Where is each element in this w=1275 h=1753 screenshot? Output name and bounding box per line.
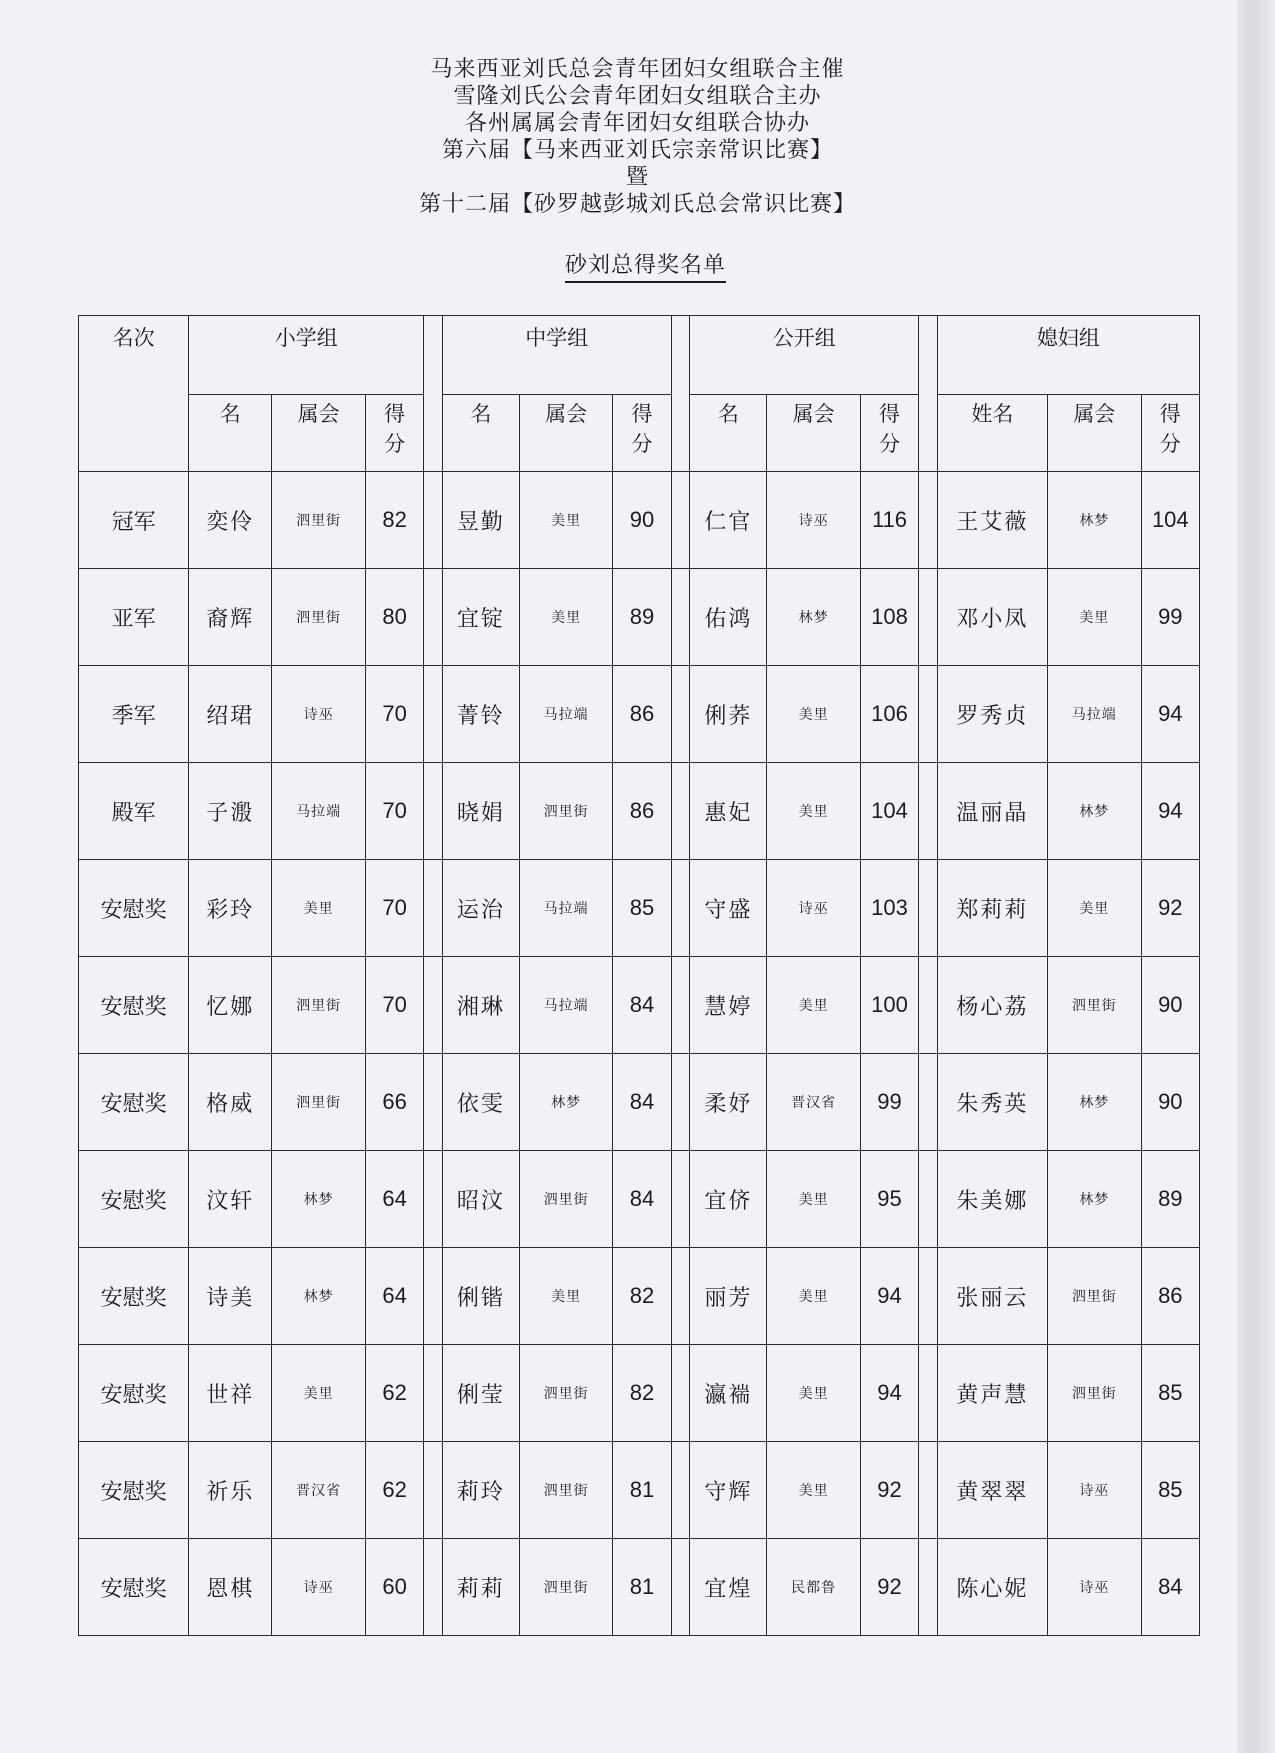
branch-cell: 泗里街 [272, 957, 366, 1054]
score-cell: 86 [613, 666, 671, 763]
winner-name-cell: 世祥 [189, 1345, 272, 1442]
column-gap [671, 860, 690, 957]
winner-name-cell: 王艾薇 [937, 472, 1047, 569]
winner-name-cell: 宜侪 [690, 1151, 767, 1248]
branch-cell: 美里 [272, 1345, 366, 1442]
table-row [79, 472, 1200, 569]
winner-name-cell: 黄翠翠 [937, 1442, 1047, 1539]
column-gap [424, 666, 443, 763]
rank-cell: 冠军 [79, 472, 189, 569]
score-cell: 81 [613, 1442, 671, 1539]
score-cell: 64 [365, 1248, 423, 1345]
group-header-daughter-in-law: 媳妇组 [937, 316, 1199, 395]
score-cell: 100 [860, 957, 918, 1054]
branch-cell: 美里 [519, 569, 613, 666]
header-line-host: 雪隆刘氏公会青年团妇女组联合主办 [453, 84, 822, 109]
winner-name-cell: 依雯 [442, 1054, 519, 1151]
branch-cell: 林梦 [272, 1248, 366, 1345]
score-cell: 84 [613, 1054, 671, 1151]
winner-name-cell: 格威 [189, 1054, 272, 1151]
rank-cell: 安慰奖 [79, 860, 189, 957]
winner-name-cell: 张丽云 [937, 1248, 1047, 1345]
rank-header: 名次 [79, 316, 189, 472]
winner-name-cell: 湘琳 [442, 957, 519, 1054]
score-cell: 62 [365, 1442, 423, 1539]
column-gap [919, 1345, 938, 1442]
branch-cell: 美里 [1048, 860, 1142, 957]
branch-cell: 泗里街 [1048, 1345, 1142, 1442]
column-gap [671, 472, 690, 569]
winner-name-cell: 佑鸿 [690, 569, 767, 666]
table-row [79, 1054, 1200, 1151]
winner-name-cell: 仁官 [690, 472, 767, 569]
branch-cell: 诗巫 [767, 472, 861, 569]
column-gap [424, 316, 443, 472]
branch-cell: 美里 [519, 472, 613, 569]
column-gap [919, 763, 938, 860]
document-header [0, 56, 1275, 218]
winner-name-cell: 邓小凤 [937, 569, 1047, 666]
branch-cell: 晋汉省 [767, 1054, 861, 1151]
score-cell: 95 [860, 1151, 918, 1248]
score-cell: 116 [860, 472, 918, 569]
branch-cell: 诗巫 [1048, 1442, 1142, 1539]
branch-column-header: 属会 [767, 395, 861, 472]
winner-name-cell: 柔妤 [690, 1054, 767, 1151]
score-cell: 90 [1141, 1054, 1199, 1151]
branch-cell: 诗巫 [272, 1539, 366, 1636]
winner-name-cell: 诗美 [189, 1248, 272, 1345]
score-cell: 104 [860, 763, 918, 860]
score-cell: 85 [1141, 1442, 1199, 1539]
table-row [79, 1442, 1200, 1539]
column-gap [671, 1054, 690, 1151]
winner-name-cell: 守辉 [690, 1442, 767, 1539]
winner-name-cell: 慧婷 [690, 957, 767, 1054]
group-header-primary: 小学组 [189, 316, 424, 395]
branch-cell: 泗里街 [519, 1151, 613, 1248]
score-column-header: 得 分 [613, 395, 671, 472]
table-row [79, 1151, 1200, 1248]
score-cell: 99 [860, 1054, 918, 1151]
name-column-header: 姓名 [937, 395, 1047, 472]
branch-cell: 林梦 [1048, 1151, 1142, 1248]
score-cell: 94 [860, 1345, 918, 1442]
winner-name-cell: 莉莉 [442, 1539, 519, 1636]
winner-name-cell: 俐荞 [690, 666, 767, 763]
group-header-row [79, 316, 1200, 395]
column-gap [424, 1442, 443, 1539]
table-row [79, 860, 1200, 957]
score-cell: 82 [365, 472, 423, 569]
branch-cell: 美里 [767, 1442, 861, 1539]
header-line-co-host: 各州属属会青年团妇女组联合协办 [464, 111, 810, 136]
winner-name-cell: 朱秀英 [937, 1054, 1047, 1151]
column-gap [424, 569, 443, 666]
rank-cell: 殿军 [79, 763, 189, 860]
score-cell: 66 [365, 1054, 423, 1151]
branch-cell: 晋汉省 [272, 1442, 366, 1539]
score-cell: 80 [365, 569, 423, 666]
score-cell: 86 [613, 763, 671, 860]
winner-name-cell: 汶轩 [189, 1151, 272, 1248]
column-gap [424, 1248, 443, 1345]
column-gap [424, 957, 443, 1054]
score-cell: 84 [613, 957, 671, 1054]
winner-name-cell: 莉玲 [442, 1442, 519, 1539]
branch-cell: 泗里街 [519, 763, 613, 860]
table-row [79, 1345, 1200, 1442]
winner-name-cell: 守盛 [690, 860, 767, 957]
score-cell: 90 [1141, 957, 1199, 1054]
column-gap [424, 1054, 443, 1151]
branch-cell: 林梦 [519, 1054, 613, 1151]
score-cell: 92 [860, 1539, 918, 1636]
winner-name-cell: 黄声慧 [937, 1345, 1047, 1442]
group-header-secondary: 中学组 [442, 316, 671, 395]
branch-column-header: 属会 [519, 395, 613, 472]
column-header-row [79, 395, 1200, 472]
column-gap [919, 1539, 938, 1636]
branch-cell: 美里 [767, 763, 861, 860]
score-cell: 106 [860, 666, 918, 763]
column-gap [671, 1151, 690, 1248]
branch-cell: 美里 [767, 957, 861, 1054]
column-gap [919, 957, 938, 1054]
winner-name-cell: 陈心妮 [937, 1539, 1047, 1636]
rank-cell: 安慰奖 [79, 1442, 189, 1539]
column-gap [919, 1442, 938, 1539]
column-gap [671, 569, 690, 666]
branch-cell: 泗里街 [272, 1054, 366, 1151]
winner-name-cell: 裔辉 [189, 569, 272, 666]
branch-cell: 马拉端 [519, 666, 613, 763]
score-cell: 89 [613, 569, 671, 666]
branch-cell: 诗巫 [272, 666, 366, 763]
branch-cell: 美里 [767, 666, 861, 763]
column-gap [424, 472, 443, 569]
table-row [79, 1248, 1200, 1345]
branch-cell: 美里 [767, 1248, 861, 1345]
winner-name-cell: 昭汶 [442, 1151, 519, 1248]
column-gap [919, 569, 938, 666]
score-cell: 84 [1141, 1539, 1199, 1636]
name-column-header: 名 [442, 395, 519, 472]
column-gap [919, 666, 938, 763]
winner-name-cell: 杨心荔 [937, 957, 1047, 1054]
branch-column-header: 属会 [1048, 395, 1142, 472]
winner-name-cell: 子溵 [189, 763, 272, 860]
column-gap [671, 1539, 690, 1636]
column-gap [671, 1345, 690, 1442]
branch-cell: 马拉端 [519, 957, 613, 1054]
winner-name-cell: 罗秀贞 [937, 666, 1047, 763]
winners-list-title: 砂刘总得奖名单 [565, 248, 726, 283]
branch-cell: 林梦 [272, 1151, 366, 1248]
branch-cell: 美里 [1048, 569, 1142, 666]
score-cell: 104 [1141, 472, 1199, 569]
branch-cell: 泗里街 [272, 569, 366, 666]
winner-name-cell: 运治 [442, 860, 519, 957]
column-gap [424, 763, 443, 860]
branch-cell: 林梦 [767, 569, 861, 666]
branch-cell: 林梦 [1048, 472, 1142, 569]
column-gap [671, 1442, 690, 1539]
rank-cell: 安慰奖 [79, 1151, 189, 1248]
rank-cell: 亚军 [79, 569, 189, 666]
winners-table [78, 315, 1200, 1636]
column-gap [671, 1248, 690, 1345]
rank-cell: 安慰奖 [79, 957, 189, 1054]
table-row [79, 569, 1200, 666]
winner-name-cell: 朱美娜 [937, 1151, 1047, 1248]
score-cell: 82 [613, 1248, 671, 1345]
rank-cell: 安慰奖 [79, 1539, 189, 1636]
group-header-open: 公开组 [690, 316, 919, 395]
header-line-competition-12th: 第十二届【砂罗越彭城刘氏总会常识比赛】 [418, 192, 856, 217]
branch-cell: 泗里街 [519, 1539, 613, 1636]
score-cell: 85 [1141, 1345, 1199, 1442]
winners-table-body [79, 472, 1200, 1636]
score-cell: 94 [1141, 763, 1199, 860]
branch-cell: 林梦 [1048, 1054, 1142, 1151]
rank-cell: 安慰奖 [79, 1248, 189, 1345]
winner-name-cell: 宜锭 [442, 569, 519, 666]
column-gap [919, 316, 938, 472]
branch-cell: 美里 [767, 1345, 861, 1442]
score-cell: 81 [613, 1539, 671, 1636]
column-gap [671, 957, 690, 1054]
column-gap [919, 472, 938, 569]
column-gap [919, 1248, 938, 1345]
header-line-organizer: 马来西亚刘氏总会青年团妇女组联合主催 [430, 57, 845, 82]
winner-name-cell: 温丽晶 [937, 763, 1047, 860]
table-row [79, 957, 1200, 1054]
winner-name-cell: 宜煌 [690, 1539, 767, 1636]
branch-column-header: 属会 [272, 395, 366, 472]
document-subtitle [0, 248, 1275, 283]
branch-cell: 民都鲁 [767, 1539, 861, 1636]
header-line-competition-6th: 第六届【马来西亚刘氏宗亲常识比赛】 [441, 138, 833, 163]
score-cell: 92 [1141, 860, 1199, 957]
branch-cell: 泗里街 [1048, 1248, 1142, 1345]
branch-cell: 林梦 [1048, 763, 1142, 860]
winner-name-cell: 丽芳 [690, 1248, 767, 1345]
column-gap [424, 1539, 443, 1636]
score-cell: 89 [1141, 1151, 1199, 1248]
branch-cell: 美里 [272, 860, 366, 957]
winner-name-cell: 菁铃 [442, 666, 519, 763]
rank-cell: 安慰奖 [79, 1054, 189, 1151]
branch-cell: 马拉端 [519, 860, 613, 957]
score-column-header: 得 分 [1141, 395, 1199, 472]
winner-name-cell: 俐锴 [442, 1248, 519, 1345]
winner-name-cell: 彩玲 [189, 860, 272, 957]
winner-name-cell: 昱勤 [442, 472, 519, 569]
branch-cell: 马拉端 [272, 763, 366, 860]
score-cell: 64 [365, 1151, 423, 1248]
score-cell: 85 [613, 860, 671, 957]
column-gap [919, 1151, 938, 1248]
score-cell: 70 [365, 763, 423, 860]
score-cell: 92 [860, 1442, 918, 1539]
winner-name-cell: 祈乐 [189, 1442, 272, 1539]
rank-cell: 季军 [79, 666, 189, 763]
score-cell: 82 [613, 1345, 671, 1442]
score-cell: 70 [365, 860, 423, 957]
score-cell: 84 [613, 1151, 671, 1248]
name-column-header: 名 [189, 395, 272, 472]
rank-cell: 安慰奖 [79, 1345, 189, 1442]
branch-cell: 泗里街 [519, 1442, 613, 1539]
branch-cell: 美里 [767, 1151, 861, 1248]
branch-cell: 马拉端 [1048, 666, 1142, 763]
column-gap [919, 860, 938, 957]
score-cell: 62 [365, 1345, 423, 1442]
branch-cell: 诗巫 [767, 860, 861, 957]
score-cell: 70 [365, 957, 423, 1054]
column-gap [671, 666, 690, 763]
score-cell: 108 [860, 569, 918, 666]
table-row [79, 763, 1200, 860]
score-cell: 60 [365, 1539, 423, 1636]
score-cell: 103 [860, 860, 918, 957]
score-cell: 99 [1141, 569, 1199, 666]
score-cell: 90 [613, 472, 671, 569]
column-gap [424, 1345, 443, 1442]
branch-cell: 泗里街 [272, 472, 366, 569]
winner-name-cell: 晓娟 [442, 763, 519, 860]
winner-name-cell: 瀛褍 [690, 1345, 767, 1442]
winner-name-cell: 忆娜 [189, 957, 272, 1054]
winner-name-cell: 奕伶 [189, 472, 272, 569]
table-row [79, 1539, 1200, 1636]
score-cell: 86 [1141, 1248, 1199, 1345]
header-line-and: 暨 [625, 165, 649, 190]
branch-cell: 诗巫 [1048, 1539, 1142, 1636]
branch-cell: 泗里街 [519, 1345, 613, 1442]
column-gap [919, 1054, 938, 1151]
winner-name-cell: 绍珺 [189, 666, 272, 763]
table-row [79, 666, 1200, 763]
branch-cell: 泗里街 [1048, 957, 1142, 1054]
score-column-header: 得 分 [365, 395, 423, 472]
column-gap [424, 1151, 443, 1248]
winner-name-cell: 郑莉莉 [937, 860, 1047, 957]
winner-name-cell: 俐莹 [442, 1345, 519, 1442]
winner-name-cell: 惠妃 [690, 763, 767, 860]
branch-cell: 美里 [519, 1248, 613, 1345]
name-column-header: 名 [690, 395, 767, 472]
column-gap [671, 763, 690, 860]
score-column-header: 得 分 [860, 395, 918, 472]
score-cell: 94 [1141, 666, 1199, 763]
score-cell: 70 [365, 666, 423, 763]
winner-name-cell: 恩棋 [189, 1539, 272, 1636]
column-gap [671, 316, 690, 472]
score-cell: 94 [860, 1248, 918, 1345]
column-gap [424, 860, 443, 957]
